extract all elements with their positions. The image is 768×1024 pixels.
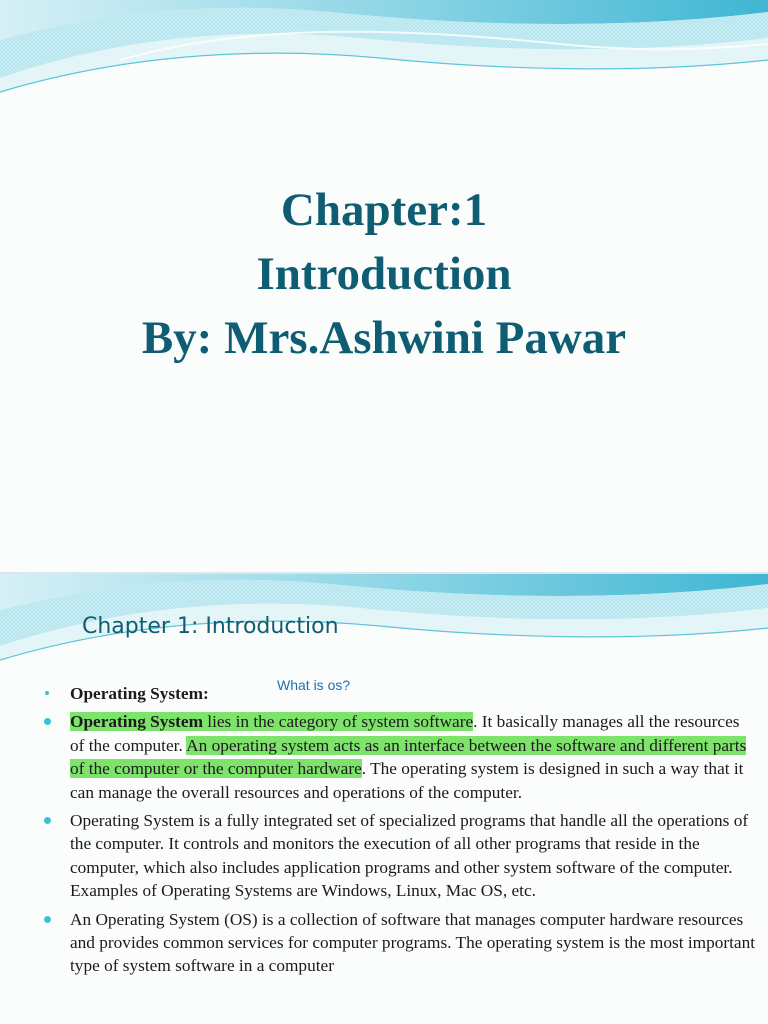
highlight-text: lies in the category of system software (202, 712, 474, 732)
list-item (44, 809, 758, 903)
highlight-text: An operating system acts as an interface between the software and different parts of the computer or the computer hardware (70, 735, 747, 779)
bullet-icon (44, 817, 51, 824)
chapter-title: Chapter:1 (280, 184, 488, 236)
chapter-subtitle: Introduction (256, 248, 512, 300)
highlight-term: Operating System (70, 712, 203, 732)
slide-title: Chapter 1: Introduction (82, 614, 339, 639)
bullet-icon (45, 691, 49, 695)
list-item (44, 710, 758, 804)
bullet-text: An Operating System (OS) is a collection of software that manages computer hardware resources and provides common services for computer programs. The operating system is the most important type of system software in a computer (70, 909, 756, 976)
list-item (44, 682, 758, 705)
title-block (0, 178, 768, 370)
list-item (44, 908, 758, 978)
bullet-text: . It basically manages all the resources of the computer. (70, 712, 740, 755)
wave-banner (0, 0, 768, 110)
bullet-text: Operating System is a fully integrated set of specialized programs that handle all the operations of the computer. It controls and monitors the execution of all other programs that reside in the computer, which also includes application programs and other system software of the computer. Examples of Operating Systems are Windows, Linux, Mac OS, etc. (70, 811, 749, 901)
bullet-icon (44, 916, 51, 923)
content-slide (0, 574, 768, 1024)
bullet-icon (44, 718, 51, 725)
slide-subtitle: What is os? (277, 677, 351, 693)
author-line: By: Mrs.Ashwini Pawar (141, 312, 627, 364)
bullet-text: . The operating system is designed in such a way that it can manage the overall resources and operations of the computer. (70, 759, 744, 802)
bullet-list (44, 682, 758, 983)
bullet-heading: Operating System: (70, 684, 209, 703)
